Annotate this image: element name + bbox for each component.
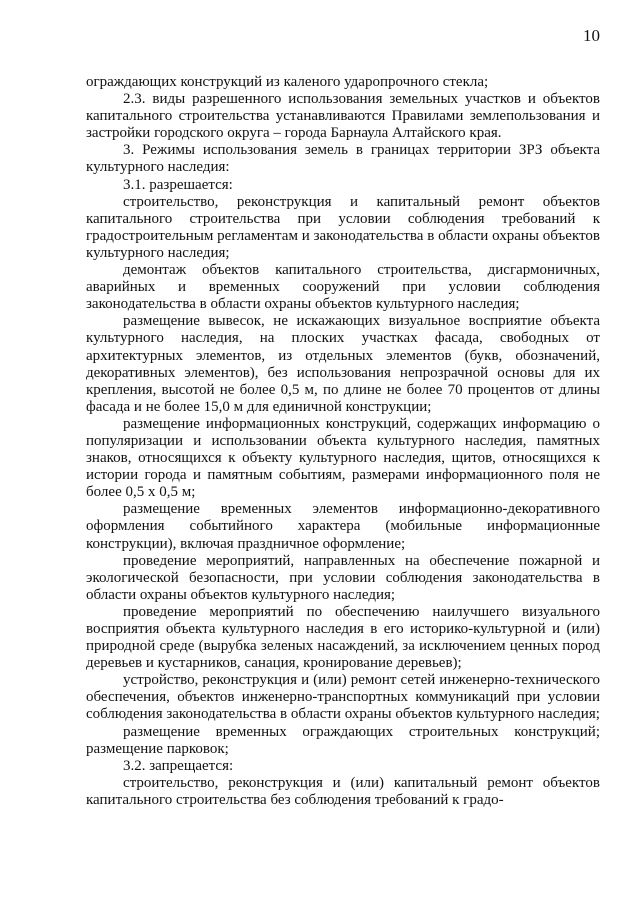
paragraph: размещение временных элементов информационно-декоративного оформления событийного характера (мобильные информационные конструкции), включая праздничное оформление; — [86, 501, 600, 552]
paragraph: размещение временных ограждающих строительных конструкций; размещение парковок; — [86, 723, 600, 757]
paragraph: 3.2. запрещается: — [123, 757, 234, 774]
paragraph: демонтаж объектов капитального строительства, дисгармоничных, аварийных и временных сооружений при условии соблюдения законодательства в области охраны объектов культурного наследия; — [86, 262, 600, 313]
paragraph: проведение мероприятий, направленных на обеспечение пожарной и экологической безопасности, при условии соблюдения законодательства в области охраны объектов культурного наследия; — [86, 552, 600, 603]
paragraph: устройство, реконструкция и (или) ремонт сетей инженерно-технического обеспечения, объектов инженерно-транспортных коммуникаций при условии соблюдения законодательства в области охраны объектов культурного наследия; — [86, 672, 600, 723]
paragraph: 3. Режимы использования земель в границах территории ЗРЗ объекта культурного наследия: — [86, 142, 600, 176]
paragraph: проведение мероприятий по обеспечению наилучшего визуального восприятия объекта культурного наследия в его историко-культурной и (или) природной среде (вырубка зеленых насаждений, за исключением ценных пород деревьев и кустарников, санация, кронирование деревьев); — [86, 603, 600, 672]
paragraph: размещение вывесок, не искажающих визуальное восприятие объекта культурного наследия, на плоских участках фасада, свободных от архитектурных элементов, из отдельных элементов (букв, обозначений, декоративных элементов), без использования непрозрачной основы для их крепления, высотой не более 0,5 м, по длине не более 70 процентов от длины фасада и не более 15,0 м для единичной конструкции; — [86, 313, 600, 415]
paragraph: ограждающих конструкций из каленого ударопрочного стекла; — [86, 74, 489, 90]
paragraph: строительство, реконструкция и (или) капитальный ремонт объектов капитального строительства без соблюдения требований к градо- — [86, 774, 600, 808]
paragraph: размещение информационных конструкций, содержащих информацию о популяризации и использовании объекта культурного наследия, памятных знаков, относящихся к объекту культурного наследия, щитов, относящихся к истории города и памятным событиям, размерами информационного поля не более 0,5 х 0,5 м; — [86, 415, 600, 501]
paragraph: 2.3. виды разрешенного использования земельных участков и объектов капитального строительства устанавливаются Правилами землепользования и застройки городского округа – города Барнаула Алтайского края. — [86, 91, 600, 142]
paragraph: 3.1. разрешается: — [123, 176, 233, 193]
document-body — [86, 74, 600, 809]
paragraph: строительство, реконструкция и капитальный ремонт объектов капитального строительства при условии соблюдения требований к градостроительным регламентам и законодательства в области охраны объектов культурного наследия; — [86, 193, 600, 261]
page-number: 10 — [583, 26, 600, 45]
